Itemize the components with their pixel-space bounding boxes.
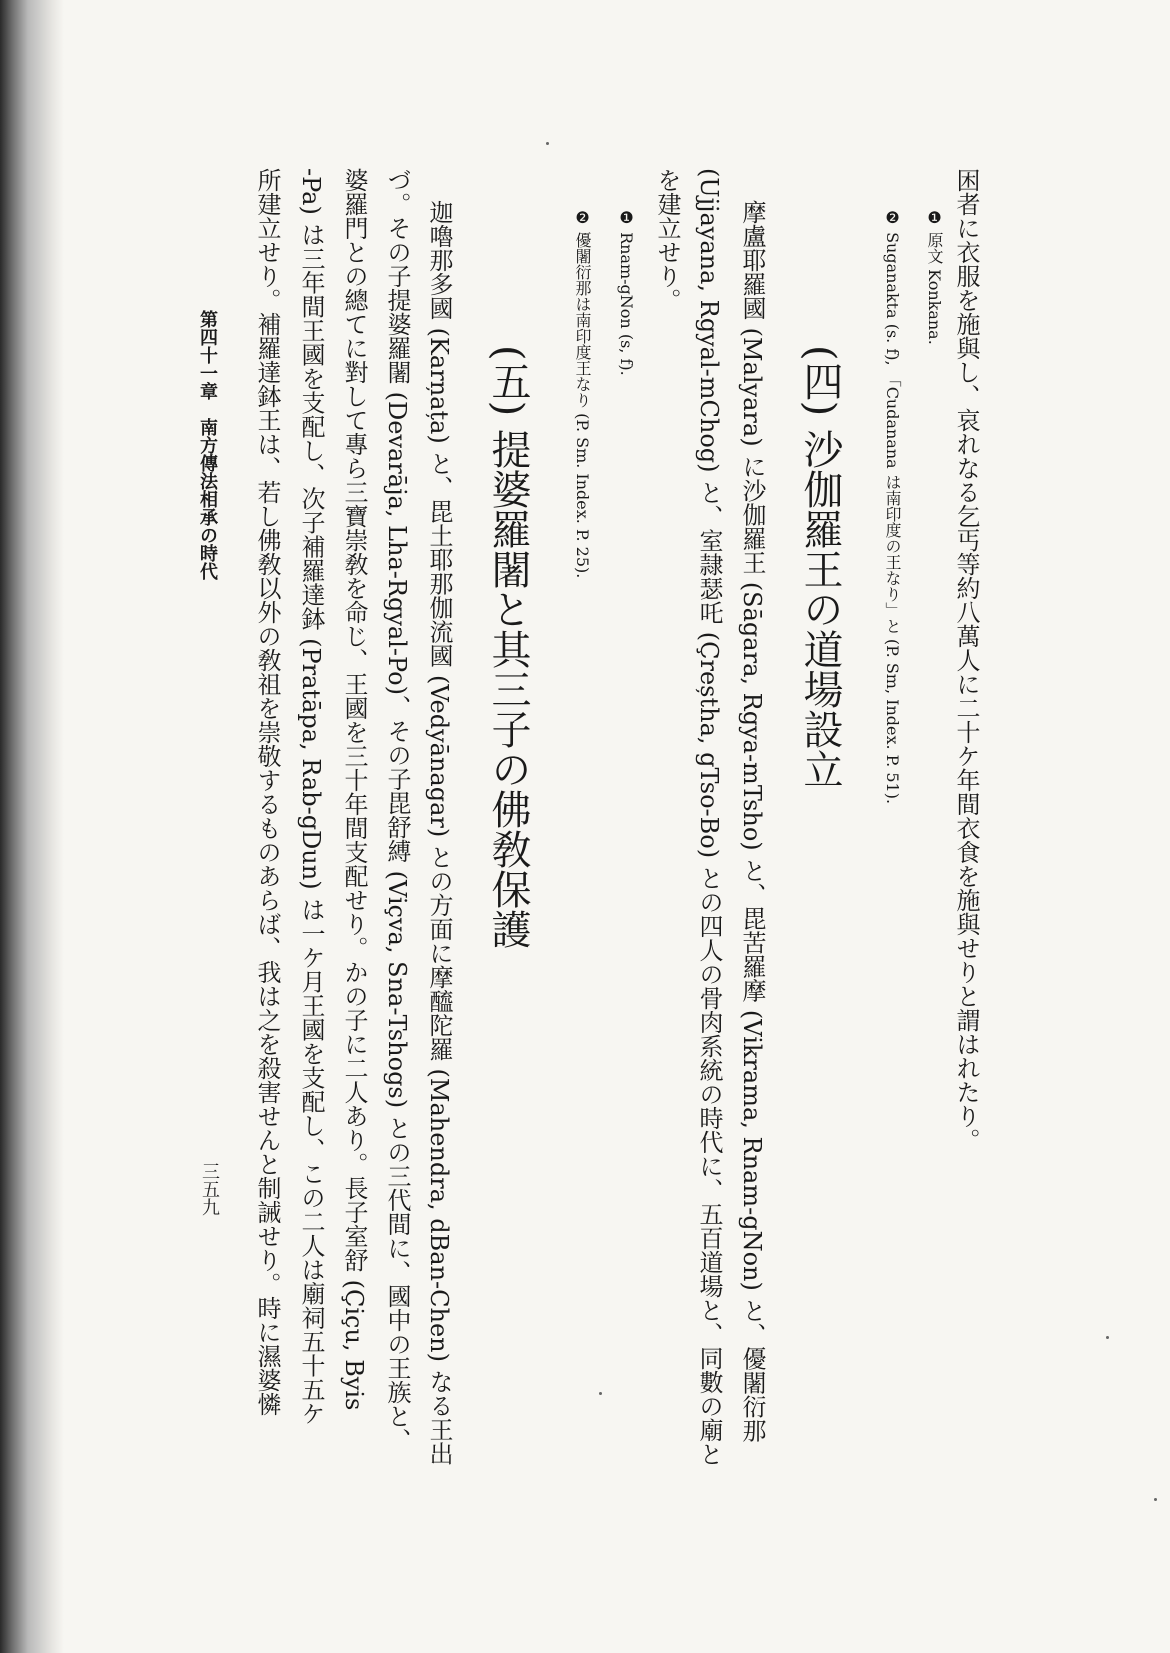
body-column: -Pa) は三年間王國を支配し、次子補羅達鉢 (Pratāpa, Rab-gDun) は一ケ月王國を支配し、この二人は廟祠五十五ケ bbox=[297, 168, 325, 1426]
body-column: づ。その子提婆羅闍 (Devarāja, Lha-Rgyal-Po)、その子毘舒縛 (Viçva, Sna-Tshogs) との三代間に、國中の王族と、 bbox=[383, 168, 411, 1452]
section-heading: (四) 沙伽羅王の道場設立 bbox=[797, 345, 843, 789]
running-head: 第四十一章 南方傳法相承の時代 bbox=[197, 310, 218, 580]
body-column: を建立せり。 bbox=[653, 168, 681, 312]
scan-speck bbox=[599, 1392, 602, 1395]
body-column: (Ujjayana, Rgyal-mChog) と、室隷瑟吒 (Çreștha, gTso-Bo) との四人の骨肉系統の時代に、五百道場と、同數の廟と bbox=[695, 168, 723, 1466]
scan-speck bbox=[546, 142, 549, 145]
scan-speck bbox=[1154, 1498, 1157, 1501]
body-column: 困者に衣服を施與し、哀れなる乞丐等約八萬人に二十ケ年間衣食を施與せりと謂はれたり。 bbox=[952, 168, 980, 1152]
footnote-line: ❶ Rnam-gNon (s, f). bbox=[617, 208, 636, 376]
body-column: 所建立せり。補羅達鉢王は、若し佛敎以外の敎祖を崇敬するものあらば、我は之を殺害せんと制誡せり。時に濕婆憐 bbox=[253, 168, 281, 1416]
body-column: 摩盧耶羅國 (Malyara) に沙伽羅王 (Sāgara, Rgya-mTsho) と、毘苦羅摩 (Vikrama, Rnam-gNon) と、優闍衍那 bbox=[738, 200, 766, 1443]
page-number: 三五九 bbox=[199, 1162, 220, 1216]
section-heading: (五) 提婆羅闍と其三子の佛敎保護 bbox=[485, 345, 531, 949]
footnote-line: ❶ 原文 Konkana. bbox=[925, 208, 944, 345]
scan-speck bbox=[1106, 1336, 1109, 1339]
scan-binding-shadow bbox=[0, 0, 64, 1653]
body-column: 婆羅門との總てに對して專ら三寶崇敎を命じ、王國を三十年間支配せり。かの子に二人あり。長子室舒 (Çiçu, Byis bbox=[340, 168, 368, 1411]
body-column: 迦嚕那多國 (Karņața) と、毘土耶那伽流國 (Vedyānagar) との方面に摩醯陀羅 (Mahendra, dBan-Chen) なる王出 bbox=[425, 200, 453, 1466]
footnote-line: ❷ 優闍衍那は南印度王なり (P. Sm. Index. P. 25). bbox=[573, 208, 592, 579]
footnote-line: ❷ Suganakta (s. f), 「Cudanana は南印度の王なり」と (P. Sm, Index. P. 51). bbox=[883, 208, 902, 805]
